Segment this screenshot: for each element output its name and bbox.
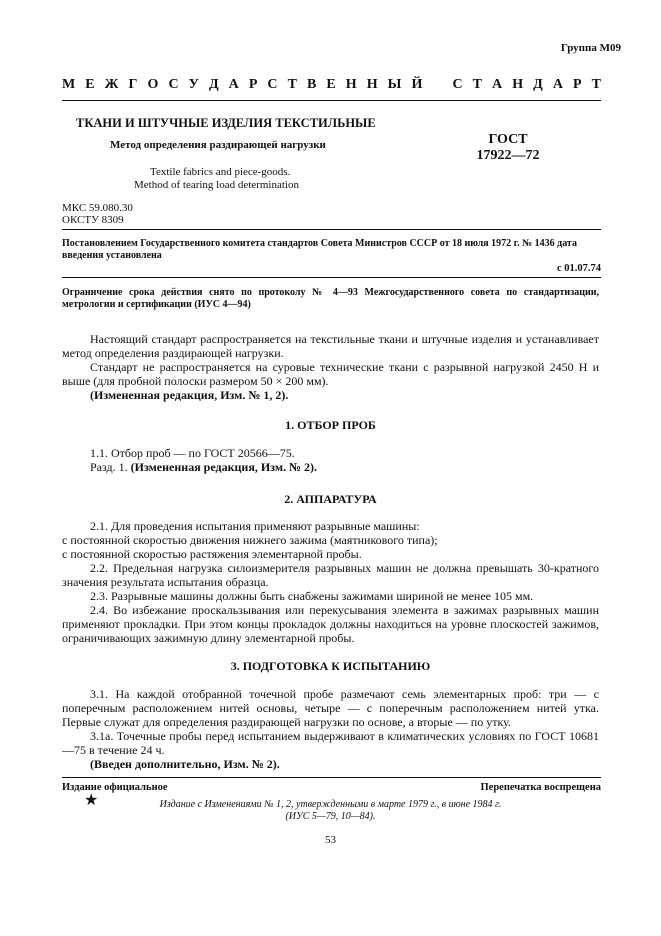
section-1-body [62, 446, 599, 474]
intro-block [62, 332, 599, 402]
banner-letter: А [492, 77, 503, 92]
section-3-body [62, 687, 599, 771]
edition-note-line2: (ИУС 5—79, 10—84). [285, 811, 376, 822]
gost-number: 17922—72 [476, 148, 540, 163]
section-2-paragraph-5: 2.3. Разрывные машины должны быть снабжены зажимами шириной не менее 105 мм. [90, 589, 534, 603]
section-2-paragraph-4: 2.2. Предельная нагрузка силоизмерителя разрывных машин не должна превышать 30-кратного значения результата испытания образца. [62, 561, 599, 589]
section-1-amendment [62, 460, 599, 474]
banner-letter: Е [326, 77, 336, 92]
section-2-heading: 2. АППАРАТУРА [284, 492, 377, 506]
document-title: ТКАНИ И ШТУЧНЫЕ ИЗДЕЛИЯ ТЕКСТИЛЬНЫЕ [76, 116, 376, 130]
banner-letter: В [306, 77, 317, 92]
banner-letter: Д [533, 77, 543, 92]
section-2-paragraph-3: с постоянной скоростью растяжения элементарной пробы. [62, 547, 362, 561]
english-title-line2: Method of tearing load determination [134, 179, 299, 191]
banner-letter: С [168, 77, 179, 92]
page-number: 53 [325, 834, 336, 846]
interstate-standard-banner [62, 77, 601, 93]
banner-letter: У [188, 77, 199, 92]
banner-letter: Ж [104, 77, 119, 92]
banner-letter: С [452, 77, 463, 92]
group-code: Группа М09 [560, 42, 621, 54]
document-subtitle: Метод определения раздирающей нагрузки [110, 139, 326, 151]
banner-letter: Г [128, 77, 138, 92]
intro-amendment-note: (Измененная редакция, Изм. № 1, 2). [90, 388, 289, 402]
banner-letter: Р [573, 77, 582, 92]
section-1-amendment-prefix: Разд. 1. [90, 460, 131, 474]
banner-letter: Т [287, 77, 297, 92]
banner-letter: Р [248, 77, 258, 92]
banner-letter: М [62, 77, 76, 92]
banner-letter: О [147, 77, 159, 92]
gost-designation [463, 132, 553, 164]
codes-divider [62, 229, 601, 230]
banner-letter: Й [411, 77, 423, 92]
edition-note-line1: Издание с Изменениями № 1, 2, утвержденными в марте 1979 г., в июне 1984 г. [159, 799, 502, 810]
decree-text: Постановлением Государственного комитета стандартов Совета Министров СССР от 18 июля 1972 г. № 1436 дата введения установлена [62, 238, 577, 261]
section-2-paragraph-1: 2.1. Для проведения испытания применяют разрывные машины: [90, 519, 420, 533]
banner-letter: Н [512, 77, 524, 92]
section-2-body [62, 519, 599, 645]
section-1-amendment-bold: (Измененная редакция, Изм. № 2). [130, 460, 318, 474]
banner-letter: Ы [387, 77, 402, 92]
english-title-line1: Textile fabrics and piece-goods. [150, 166, 291, 178]
section-2-paragraph-2: с постоянной скоростью движения нижнего зажима (маятникового типа); [62, 533, 438, 547]
star-icon: ★ [84, 792, 99, 809]
banner-letter: А [228, 77, 239, 92]
english-title [134, 166, 299, 192]
banner-letter: С [267, 77, 278, 92]
section-2-paragraph-6: 2.4. Во избежание проскальзывания или перекусывания элемента в зажимах разрывных машин применяют прокладки. При этом концы прокладок должны находиться на уровне плоскостей зажимов, ограничивающих зажимную длину элементарной пробы. [62, 603, 599, 645]
banner-letter: Т [472, 77, 482, 92]
mks-code: МКС 59.080.30 [62, 202, 133, 214]
footer-divider [62, 777, 601, 778]
banner-letter: Т [591, 77, 601, 92]
section-3-amendment: (Введен дополнительно, Изм. № 2). [90, 757, 280, 771]
section-1-heading: 1. ОТБОР ПРОБ [285, 418, 376, 432]
gost-label: ГОСТ [488, 132, 528, 147]
introduction-date: с 01.07.74 [556, 263, 601, 274]
banner-letter: А [552, 77, 563, 92]
section-3-paragraph-1: 3.1. На каждой отобранной точечной пробе размечают семь элементарных проб: три — с поперечным расположением нитей основы, четыре — с поперечным расположением нитей утка. Первые служат для определения раздирающей нагрузки по основе, а вторые — по утку. [62, 687, 599, 729]
decree-divider [62, 277, 601, 278]
classification-codes [62, 202, 133, 226]
banner-letter: Н [366, 77, 378, 92]
reprint-prohibited-label: Перепечатка воспрещена [480, 782, 601, 793]
okstu-code: ОКСТУ 8309 [62, 214, 124, 226]
intro-paragraph-2: Стандарт не распространяется на суровые технические ткани с разрывной нагрузкой 2450 Н и выше (для пробной полоски размером 50 × 200 мм). [62, 360, 599, 388]
banner-letter: Е [85, 77, 95, 92]
banner-letter: Д [208, 77, 219, 92]
banner-letter: Н [345, 77, 357, 92]
section-3-heading: 3. ПОДГОТОВКА К ИСПЫТАНИЮ [230, 659, 431, 673]
official-edition-label: Издание официальное [62, 782, 168, 793]
limitation-note: Ограничение срока действия снято по протоколу № 4—93 Межгосударственного совета по стандартизации, метрологии и сертификации (ИУС 4—94) [62, 287, 599, 310]
header-divider [62, 100, 601, 101]
section-3-paragraph-2: 3.1а. Точечные пробы перед испытанием выдерживают в климатических условиях по ГОСТ 10681—75 в течение 24 ч. [62, 729, 599, 757]
edition-note [62, 799, 599, 823]
intro-paragraph-1: Настоящий стандарт распространяется на текстильные ткани и штучные изделия и устанавливает метод определения раздирающей нагрузки. [62, 332, 599, 360]
section-1-paragraph-1: 1.1. Отбор проб — по ГОСТ 20566—75. [90, 446, 295, 460]
